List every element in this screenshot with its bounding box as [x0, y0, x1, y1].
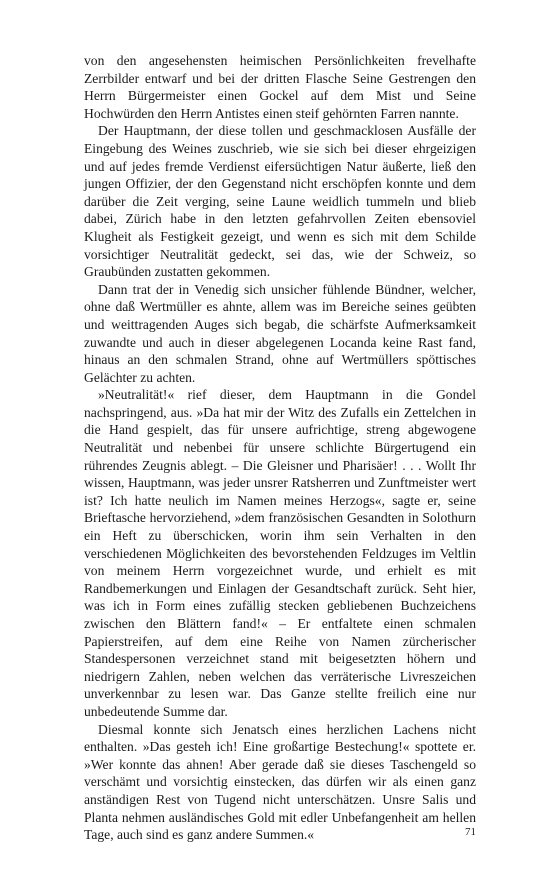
page-number: 71 — [465, 826, 476, 838]
paragraph-2: Der Hauptmann, der diese tollen und geschmacklosen Ausfälle der Eingebung des Weines zuschrieb, wie sie sich bei dieser ehrgeizigen und auf jedes fremde Verdienst eifersüchtigen Natur äußerte, ließ den jungen Offizier, der den Gegenstand nicht erschöpfen konnte und dem darüber die Zeit verging, seine Laune weidlich tummeln und blieb dabei, Zürich habe in den letzten gefahrvollen Zeiten ebensoviel Klugheit als Festigkeit gezeigt, und wenn es sich mit dem Schilde vorsichtiger Neutralität gedeckt, sei das, wie der Schweiz, so Graubünden zustatten gekommen. — [84, 123, 476, 280]
paragraph-4: »Neutralität!« rief dieser, dem Hauptmann in die Gondel nachspringend, aus. »Da hat mir der Witz des Zufalls ein Zettelchen in die Hand gespielt, das für unsere aufrichtige, streng abgewogene Neutralität und nebenbei für unsere schlichte Bürgertugend ein rührendes Zeugnis ablegt. – Die Gleisner und Pharisäer! . . . Wollt Ihr wissen, Hauptmann, was jeder unsrer Ratsherren und Zunftmeister wert ist? Ich hatte neulich im Namen meines Herzogs«, sagte er, seine Brieftasche hervorziehend, »dem französischen Gesandten in Solothurn ein Heft zu überschicken, worin ihm sein Verhalten in den verschiedenen Möglichkeiten des bevorstehenden Feldzuges im Veltlin von meinem Herrn vorgezeichnet wurde, und erhielt es mit Randbemerkungen und Einlagen der Gesandtschaft zurück. Seht hier, was ich in Form eines zufällig stecken gebliebenen Buchzeichens zwischen den Blättern fand!« – Er entfaltete einen schmalen Papierstreifen, auf dem eine Reihe von Namen zürcherischer Standespersonen verzeichnet stand mit beigesetzten höhern und niedrigern Zahlen, neben welchen das verräterische Livreszeichen unverkennbar zu lesen war. Das Ganze stellte freilich eine nur unbedeutende Summe dar. — [84, 387, 476, 719]
paragraph-1: von den angesehensten heimischen Persönlichkeiten frevelhafte Zerrbilder entwarf und bei der dritten Flasche Seine Gestrengen den Herrn Bürgermeister einen Gockel auf dem Mist und Seine Hochwürden den Herrn Antistes einen steif gehörnten Farren nannte. — [84, 53, 476, 121]
paragraph-3: Dann trat der in Venedig sich unsicher fühlende Bündner, welcher, ohne daß Wertmüller es ahnte, allem was im Bereiche seines geübten und weittragenden Auges sich begab, die schärfste Aufmerksamkeit zuwandte und auch in dieser abgelegenen Locanda keine Rast fand, hinaus an den schmalen Strand, ohne auf Wertmüllers spöttisches Gelächter zu achten. — [84, 281, 476, 385]
paragraph-5: Diesmal konnte sich Jenatsch eines herzlichen Lachens nicht enthalten. »Das gesteh ich! Eine großartige Bestechung!« spottete er. »Wer konnte das ahnen! Aber gerade daß sie dieses Taschengeld so verschämt und vorsichtig einstecken, das dürfen wir als einen ganz anständigen Rest von Tugend nicht unterschätzen. Unsre Salis und Planta nehmen ausländisches Gold mit edler Unbefangenheit am hellen Tage, auch sind es ganz andere Summen.« — [84, 721, 476, 843]
page-body — [84, 52, 476, 844]
